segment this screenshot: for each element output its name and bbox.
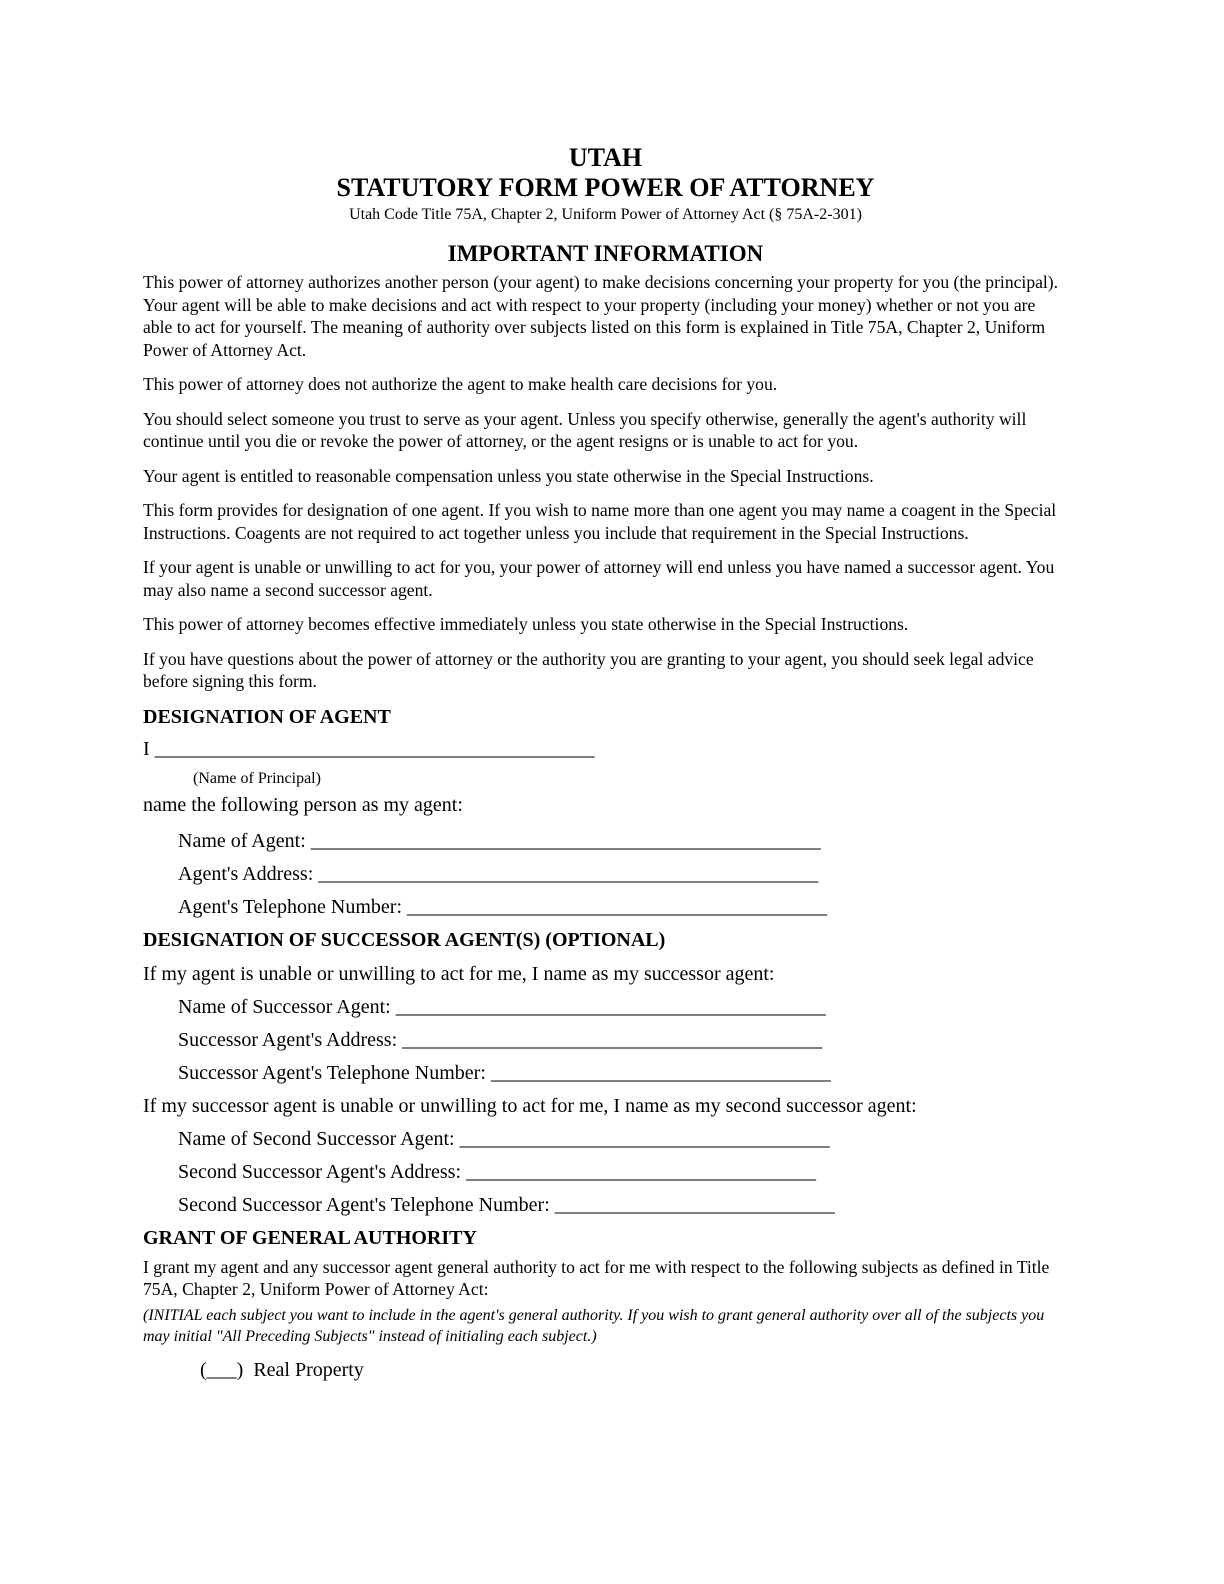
successor-telephone-field[interactable]: Successor Agent's Telephone Number: __________________________________	[178, 1061, 831, 1084]
second-successor-telephone-field[interactable]: Second Successor Agent's Telephone Number: ____________________________	[178, 1193, 835, 1216]
info-paragraph-1: This power of attorney authorizes another person (your agent) to make decisions concerning your property for you (the principal). Your agent will be able to make decisions and act with respect to your property (including your money) whether or not you are able to act for yourself. The meaning of authority over subjects listed on this form is explained in Title 75A, Chapter 2, Uniform Power of Attorney Act.	[143, 272, 1059, 360]
info-paragraph-2: This power of attorney does not authorize the agent to make health care decisions for you.	[143, 374, 778, 394]
subject-label: Real Property	[253, 1358, 364, 1381]
form-title: STATUTORY FORM POWER OF ATTORNEY	[336, 173, 875, 202]
successor-intro: If my agent is unable or unwilling to act for me, I name as my successor agent:	[143, 962, 775, 985]
info-paragraph-4: Your agent is entitled to reasonable compensation unless you state otherwise in the Special Instructions.	[143, 465, 874, 486]
document-page	[143, 143, 1068, 1385]
second-successor-address-field[interactable]: Second Successor Agent's Address: ___________________________________	[178, 1160, 817, 1183]
second-successor-name-field[interactable]: Name of Second Successor Agent: _____________________________________	[178, 1127, 830, 1150]
grant-intro: I grant my agent and any successor agent general authority to act for me with respect to the following subjects as defined in Title 75A, Chapter 2, Uniform Power of Attorney Act:	[143, 1256, 1050, 1299]
designation-of-agent-heading: DESIGNATION OF AGENT	[143, 705, 391, 728]
principal-name-caption: (Name of Principal)	[193, 769, 321, 787]
info-paragraph-5: This form provides for designation of one agent. If you wish to name more than one agent you may name a coagent in the Special Instructions. Coagents are not required to act together unless you include that requirement in the Special Instructions.	[143, 500, 1057, 543]
second-successor-intro: If my successor agent is unable or unwilling to act for me, I name as my second successor agent:	[143, 1094, 917, 1117]
grant-general-authority-heading: GRANT OF GENERAL AUTHORITY	[143, 1226, 477, 1249]
agent-intro: name the following person as my agent:	[143, 793, 463, 816]
info-paragraph-8: If you have questions about the power of attorney or the authority you are granting to your agent, you should seek legal advice before signing this form.	[143, 648, 1034, 691]
info-paragraph-6: If your agent is unable or unwilling to act for you, your power of attorney will end unless you have named a successor agent. You may also name a second successor agent.	[143, 557, 1055, 600]
principal-name-field[interactable]: I ____________________________________________	[143, 737, 595, 760]
statute-citation: Utah Code Title 75A, Chapter 2, Uniform Power of Attorney Act (§ 75A-2-301)	[349, 206, 862, 223]
successor-agent-heading: DESIGNATION OF SUCCESSOR AGENT(S) (OPTIONAL)	[143, 928, 666, 951]
agent-telephone-field[interactable]: Agent's Telephone Number: __________________________________________	[178, 895, 828, 918]
initial-instructions-note: (INITIAL each subject you want to include in the agent's general authority. If you wish to grant general authority over all of the subjects you may initial "All Preceding Subjects" instead of initialing each subject.)	[143, 1306, 1045, 1345]
agent-address-field[interactable]: Agent's Address: __________________________________________________	[178, 862, 819, 885]
state-title: UTAH	[568, 143, 643, 172]
info-paragraph-3: You should select someone you trust to serve as your agent. Unless you specify otherwise, generally the agent's authority will continue until you die or revoke the power of attorney, or the agent resigns or is unable to act for you.	[143, 408, 1027, 451]
initial-box[interactable]: (___)	[200, 1358, 244, 1381]
info-paragraph-7: This power of attorney becomes effective immediately unless you state otherwise in the Special Instructions.	[143, 614, 909, 634]
successor-name-field[interactable]: Name of Successor Agent: ___________________________________________	[178, 995, 826, 1018]
successor-address-field[interactable]: Successor Agent's Address: __________________________________________	[178, 1028, 823, 1051]
subject-real-property	[200, 1355, 1068, 1385]
important-information-heading: IMPORTANT INFORMATION	[447, 241, 764, 266]
agent-name-field[interactable]: Name of Agent: ___________________________________________________	[178, 829, 821, 852]
